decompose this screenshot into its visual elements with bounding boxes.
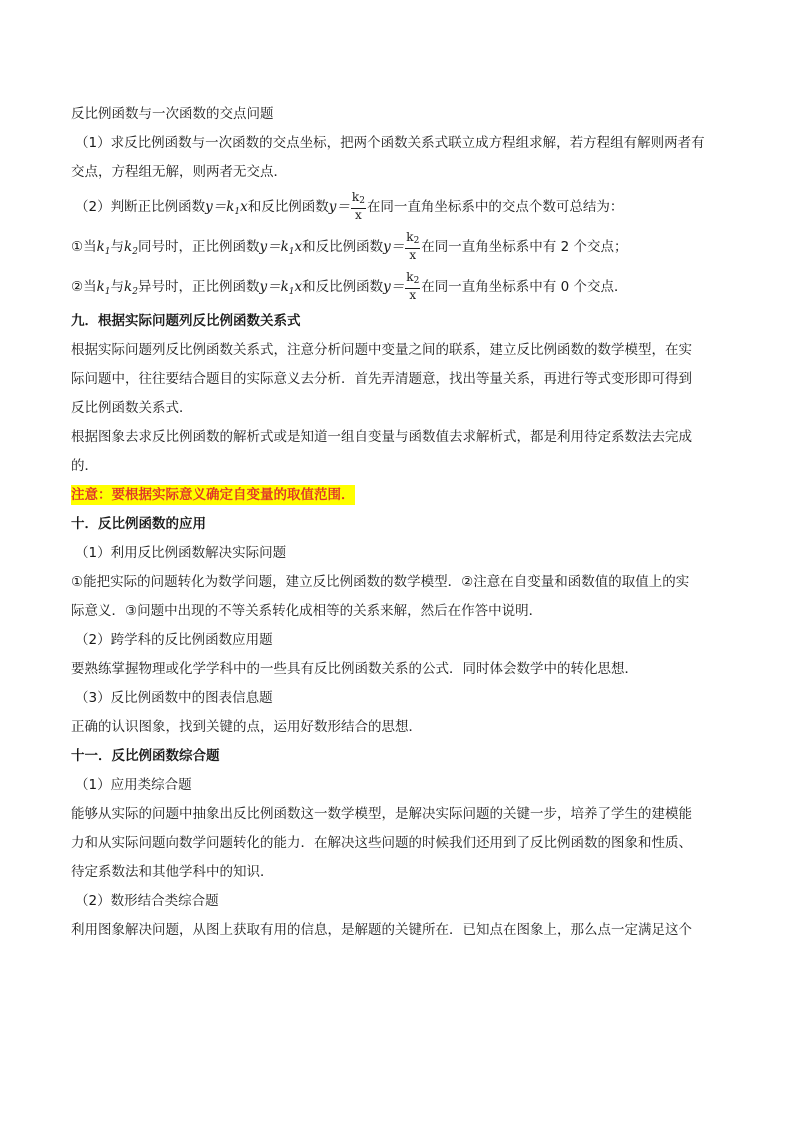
math-text: y＝ (328, 199, 350, 215)
math-text: k (96, 239, 105, 255)
paragraph-line (71, 800, 723, 829)
math-text: k (226, 199, 235, 215)
fraction (405, 271, 420, 302)
math-subscript: 1 (104, 247, 111, 257)
paragraph-text: 交点，方程组无解，则两者无交点． (71, 164, 287, 180)
paragraph-line (71, 597, 723, 626)
paragraph-text: 利用图象解决问题，从图上获取有用的信息，是解题的关键所在．已知点在图象上，那么点一定满足这个 (71, 922, 692, 938)
paragraph-line (71, 227, 723, 267)
math-subscript: 2 (413, 235, 420, 246)
fraction-numerator: k (351, 189, 360, 204)
fraction-denominator: x (355, 207, 362, 222)
highlighted-note: 注意：要根据实际意义确定自变量的取值范围． (71, 487, 355, 503)
paragraph-line (71, 916, 723, 945)
note-line (71, 481, 723, 510)
paragraph-text: 在同一直角坐标系中的交点个数可总结为： (366, 199, 624, 215)
formula-direct (205, 199, 248, 215)
paragraph-text: 与 (110, 279, 125, 295)
math-k2 (124, 279, 138, 295)
paragraph-text: 和反比例函数 (247, 199, 329, 215)
subheading (71, 887, 723, 916)
paragraph-text: 力和从实际问题向数学问题转化的能力．在解决这些问题的时候我们还用到了反比例函数的图象和性质、 (71, 835, 692, 851)
math-text: k (124, 239, 133, 255)
paragraph-line (71, 158, 723, 187)
heading-text: 九．根据实际问题列反比例函数关系式 (71, 313, 301, 329)
paragraph-line (71, 267, 723, 307)
paragraph-line (71, 829, 723, 858)
subheading (71, 684, 723, 713)
subheading (71, 626, 723, 655)
paragraph-text: 待定系数法和其他学科中的知识． (71, 864, 274, 880)
subheading-text: （1）应用类综合题 (75, 777, 192, 793)
math-text: k (124, 279, 133, 295)
paragraph-text: 际意义．③问题中出现的不等关系转化成相等的关系来解，然后在作答中说明． (71, 603, 543, 619)
math-text: y＝ (205, 199, 227, 215)
math-subscript: 2 (132, 247, 138, 257)
paragraph-line (71, 655, 723, 684)
paragraph-text: 求反比例函数与一次函数的交点坐标，把两个函数关系式联立成方程组求解，若方程组有解则两者有 (110, 135, 705, 151)
formula-direct (259, 279, 302, 295)
paragraph-line (71, 336, 723, 365)
paragraph-line (71, 568, 723, 597)
subheading-text: （2）跨学科的反比例函数应用题 (75, 632, 273, 648)
subheading-text: （3）反比例函数中的图表信息题 (75, 690, 273, 706)
paragraph-text: 能够从实际的问题中抽象出反比例函数这一数学模型，是解决实际问题的关键一步，培养了学生的建模能 (71, 806, 692, 822)
paragraph-text: 根据图象去求反比例函数的解析式或是知道一组自变量与函数值去求解析式，都是利用待定系数法去完成 (71, 429, 692, 445)
paragraph-text: 判断正比例函数 (110, 199, 206, 215)
paragraph-text: 根据实际问题列反比例函数关系式，注意分析问题中变量之间的联系，建立反比例函数的数学模型，在实 (71, 342, 692, 358)
math-subscript: 2 (132, 287, 138, 297)
paragraph-text: 正确的认识图象，找到关键的点，运用好数形结合的思想． (71, 719, 422, 735)
paragraph-text: ①能把实际的问题转化为数学问题，建立反比例函数的数学模型．②注意在自变量和函数值的取值上的实 (71, 574, 690, 590)
fraction (351, 191, 366, 222)
math-subscript: 1 (104, 287, 111, 297)
math-k2 (124, 239, 138, 255)
math-subscript: 1 (288, 247, 295, 257)
math-text: x (240, 199, 248, 215)
paragraph-text: 在同一直角坐标系中有 0 个交点． (421, 279, 628, 295)
section-heading (71, 307, 723, 336)
section-title (71, 100, 723, 129)
math-k1 (97, 279, 111, 295)
math-subscript: 1 (234, 207, 241, 217)
paragraph-text: 际问题中，往往要结合题目的实际意义去分析．首先弄清题意，找出等量关系，再进行等式变形即可得到 (71, 371, 692, 387)
subheading-text: （1）利用反比例函数解决实际问题 (75, 545, 287, 561)
fraction-numerator: k (406, 229, 414, 244)
paragraph-line (71, 129, 723, 158)
paragraph-line (71, 187, 723, 227)
paragraph-line (71, 713, 723, 742)
math-text: y＝ (259, 279, 281, 295)
paragraph-text: 的． (71, 458, 98, 474)
paragraph-line (71, 858, 723, 887)
subheading (71, 539, 723, 568)
math-text: x (294, 239, 303, 255)
formula-direct (259, 239, 302, 255)
paragraph-line (71, 394, 723, 423)
paragraph-text: ②当 (71, 279, 97, 295)
math-subscript: 2 (413, 275, 420, 286)
math-text: y＝ (383, 279, 405, 295)
subheading (71, 771, 723, 800)
math-text: y＝ (259, 239, 281, 255)
paragraph-text: 与 (110, 239, 125, 255)
paragraph-line (71, 423, 723, 452)
math-subscript: 1 (288, 287, 295, 297)
paragraph-text: 和反比例函数 (302, 279, 384, 295)
section-heading (71, 510, 723, 539)
math-text: k (96, 279, 105, 295)
paragraph-text: 同号时，正比例函数 (137, 239, 260, 255)
paragraph-text: 在同一直角坐标系中有 2 个交点； (421, 239, 628, 255)
subheading-text: （2）数形结合类综合题 (75, 893, 219, 909)
math-k1 (97, 239, 111, 255)
math-subscript: 2 (359, 195, 365, 206)
heading-text: 十一．反比例函数综合题 (71, 748, 220, 764)
math-text: k (280, 279, 289, 295)
paragraph-text: 异号时，正比例函数 (137, 279, 260, 295)
paragraph-text: 要熟练掌握物理或化学学科中的一些具有反比例函数关系的公式．同时体会数学中的转化思想． (71, 661, 638, 677)
item-label: （1） (75, 135, 111, 151)
paragraph-line (71, 365, 723, 394)
paragraph-text: 反比例函数关系式． (71, 400, 193, 416)
section-title-text: 反比例函数与一次函数的交点问题 (71, 106, 274, 122)
math-text: y＝ (383, 239, 405, 255)
fraction-denominator: x (409, 287, 417, 302)
fraction-numerator: k (406, 269, 414, 284)
paragraph-text: 和反比例函数 (302, 239, 384, 255)
section-heading (71, 742, 723, 771)
item-label: （2） (75, 199, 111, 215)
math-text: x (294, 279, 303, 295)
paragraph-text: ①当 (71, 239, 97, 255)
document-page (71, 100, 723, 945)
fraction-denominator: x (409, 247, 417, 262)
heading-text: 十．反比例函数的应用 (71, 516, 206, 532)
math-text: k (280, 239, 289, 255)
paragraph-line (71, 452, 723, 481)
fraction (405, 231, 420, 262)
